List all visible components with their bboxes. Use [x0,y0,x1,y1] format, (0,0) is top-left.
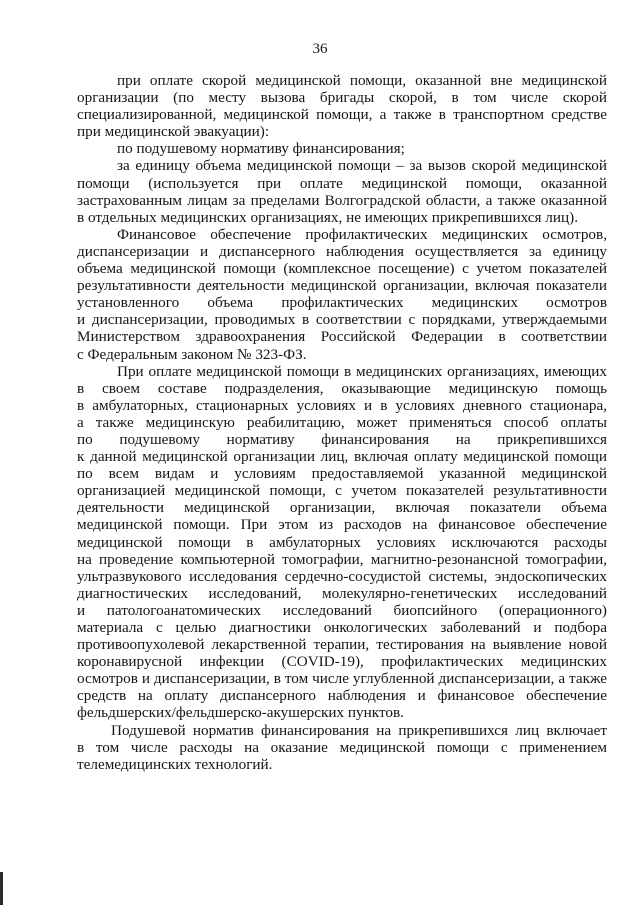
text-line: диспансеризации и диспансерного наблюдения осуществляется за единицу [77,242,607,260]
text-line: и диспансеризации, проводимых в соответствии с порядками, утверждаемыми [77,311,607,329]
text-line: Министерством здравоохранения Российской Федерации в соответствии [77,328,607,346]
text-line: организацией медицинской помощи, с учетом показателей результативности [77,482,607,500]
text-line: в амбулаторных, стационарных условиях и в условиях дневного стационара, [77,396,607,414]
text-line: медицинской помощи. При этом из расходов на финансовое обеспечение [77,516,607,534]
text-line: организации (по месту вызова бригады скорой, в том числе скорой [77,89,607,107]
text-line: за единицу объема медицинской помощи – за вызов скорой медицинской [117,157,607,175]
text-line: при медицинской эвакуации): [77,123,270,141]
text-line: в своем составе подразделения, оказывающие медицинскую помощь [77,379,607,397]
text-line: коронавирусной инфекции (COVID-19), профилактических медицинских [77,653,607,671]
text-line: застрахованным лицам за пределами Волгоградской области, а также оказанной [77,191,607,209]
text-line: деятельности медицинской организации, включая показатели объема [77,499,607,517]
text-line: при оплате скорой медицинской помощи, оказанной вне медицинской [117,72,607,89]
text-line: по подушевому нормативу финансирования; [117,140,405,158]
text-line: При оплате медицинской помощи в медицинских организациях, имеющих [117,362,607,380]
text-line: и патологоанатомических исследований биопсийного (операционного) [77,601,607,619]
text-line: средств на оплату диспансерного наблюдения и финансовое обеспечение [77,687,607,705]
text-line: по подушевому нормативу финансирования на прикрепившихся [77,430,607,448]
text-line: с Федеральным законом № 323-ФЗ. [77,345,307,363]
text-line: Финансовое обеспечение профилактических медицинских осмотров, [117,225,607,243]
text-line: помощи (используется при оплате медицинской помощи, оказанной [77,174,607,192]
text-line: материала с целью диагностики онкологических заболеваний и подбора [77,619,607,636]
text-line: на проведение компьютерной томографии, магнитно-резонансной томографии, [77,550,607,568]
text-line: по всем видам и условиям предоставляемой указанной медицинской [77,465,607,483]
text-line: диагностических исследований, молекулярно-генетических исследований [77,584,607,602]
scan-edge-artifact [0,872,3,905]
text-line: специализированной, медицинской помощи, а также в транспортном средстве [77,106,607,124]
text-line: в отдельных медицинских организациях, не имеющих прикрепившихся лиц). [77,208,578,226]
text-line: объема медицинской помощи (комплексное посещение) с учетом показателей [77,260,607,278]
document-body [77,72,607,773]
page-number: 36 [312,41,328,57]
text-line: а также медицинскую реабилитацию, может применяться способ оплаты [77,413,607,431]
text-line: к данной медицинской организации лиц, включая оплату медицинской помощи [77,448,607,466]
text-line: ультразвукового исследования сердечно-сосудистой системы, эндоскопических [77,567,607,585]
text-line: осмотров и диспансеризации, в том числе углубленной диспансеризации, а также [77,670,607,688]
text-line: результативности деятельности медицинской организации, включая показатели [77,277,607,295]
text-line: Подушевой норматив финансирования на прикрепившихся лиц включает [111,721,607,739]
text-line: медицинской помощи в амбулаторных условиях исключаются расходы [77,533,607,551]
text-line: противоопухолевой лекарственной терапии, тестирования на выявление новой [77,636,607,654]
text-line: фельдшерских/фельдшерско-акушерских пунктов. [77,704,404,722]
text-line: в том числе расходы на оказание медицинской помощи с применением [77,738,607,756]
text-line: телемедицинских технологий. [77,755,273,773]
text-line: установленного объема профилактических медицинских осмотров [77,294,607,312]
